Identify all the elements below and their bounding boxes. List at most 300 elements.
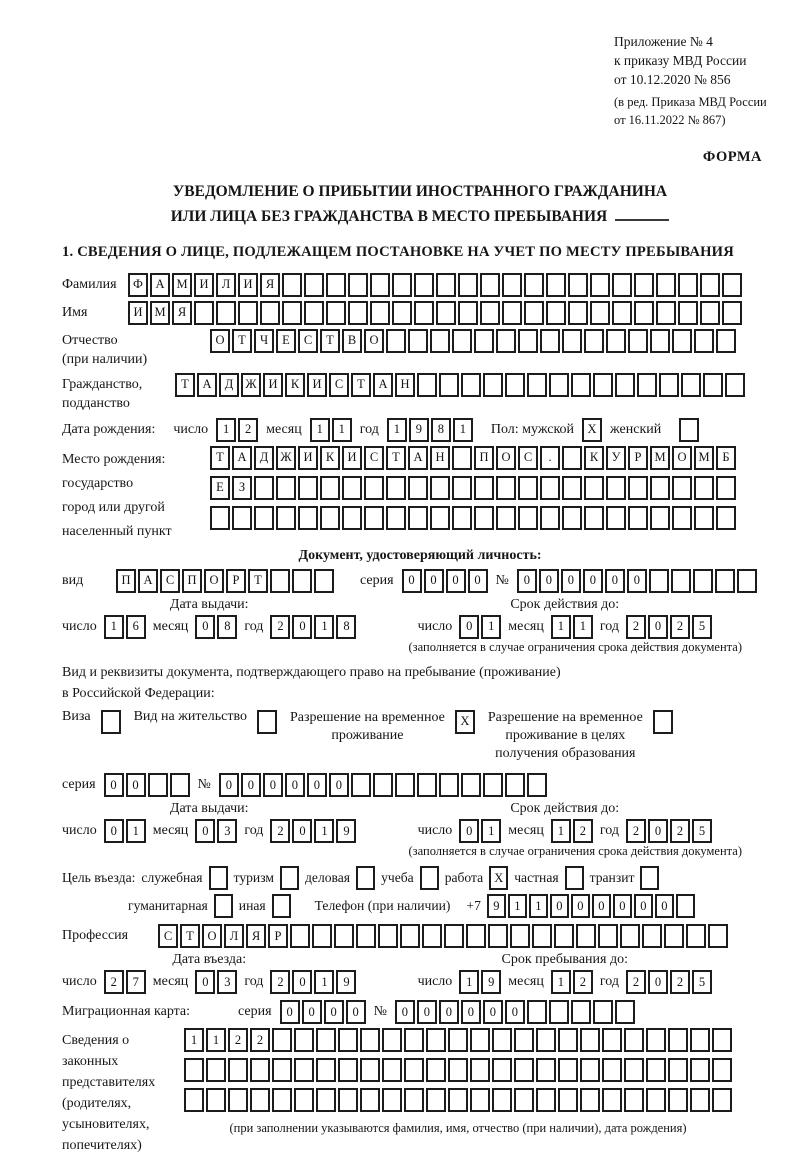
form-cell[interactable]: 1 (314, 615, 334, 639)
form-cell[interactable] (250, 1058, 270, 1082)
form-cell[interactable]: Е (276, 329, 296, 353)
form-cell[interactable]: 0 (561, 569, 581, 593)
form-cell[interactable] (659, 373, 679, 397)
form-cell[interactable]: 1 (206, 1028, 226, 1052)
form-cell[interactable] (524, 301, 544, 325)
form-cell[interactable]: 7 (126, 970, 146, 994)
form-cell[interactable] (408, 506, 428, 530)
form-cell[interactable] (342, 476, 362, 500)
form-cell[interactable]: О (672, 446, 692, 470)
form-cell[interactable]: 2 (626, 819, 646, 843)
form-cell[interactable] (314, 569, 334, 593)
form-cell[interactable] (448, 1088, 468, 1112)
form-cell[interactable] (206, 1058, 226, 1082)
form-cell[interactable] (510, 924, 530, 948)
form-cell[interactable]: 1 (216, 418, 236, 442)
form-cell[interactable] (483, 773, 503, 797)
form-cell[interactable]: 2 (626, 615, 646, 639)
form-cell[interactable] (634, 273, 654, 297)
form-cell[interactable] (722, 301, 742, 325)
form-cell[interactable] (184, 1088, 204, 1112)
form-cell[interactable] (338, 1088, 358, 1112)
form-cell[interactable] (686, 924, 706, 948)
form-cell[interactable] (612, 301, 632, 325)
form-cell[interactable]: М (694, 446, 714, 470)
form-cell[interactable] (700, 273, 720, 297)
form-cell[interactable] (216, 301, 236, 325)
form-cell[interactable]: 5 (692, 819, 712, 843)
form-cell[interactable]: 0 (104, 819, 124, 843)
form-cell[interactable]: Л (224, 924, 244, 948)
form-cell[interactable]: 1 (573, 615, 593, 639)
form-cell[interactable] (480, 273, 500, 297)
form-cell[interactable] (378, 924, 398, 948)
form-cell[interactable] (540, 329, 560, 353)
form-cell[interactable] (326, 301, 346, 325)
form-cell[interactable] (257, 710, 277, 734)
form-cell[interactable]: 0 (583, 569, 603, 593)
form-cell[interactable] (646, 1088, 666, 1112)
form-cell[interactable]: О (496, 446, 516, 470)
form-cell[interactable] (527, 373, 547, 397)
form-cell[interactable]: 0 (550, 894, 569, 918)
form-cell[interactable] (615, 1000, 635, 1024)
form-cell[interactable] (650, 329, 670, 353)
form-cell[interactable] (646, 1028, 666, 1052)
form-cell[interactable] (690, 1088, 710, 1112)
form-cell[interactable]: 6 (126, 615, 146, 639)
form-cell[interactable]: 0 (505, 1000, 525, 1024)
form-cell[interactable] (290, 924, 310, 948)
form-cell[interactable] (194, 301, 214, 325)
form-cell[interactable] (562, 506, 582, 530)
form-cell[interactable]: А (373, 373, 393, 397)
form-cell[interactable] (214, 894, 233, 918)
form-cell[interactable] (672, 476, 692, 500)
form-cell[interactable] (554, 924, 574, 948)
form-cell[interactable]: И (194, 273, 214, 297)
form-cell[interactable] (316, 1058, 336, 1082)
form-cell[interactable]: 1 (481, 819, 501, 843)
form-cell[interactable] (417, 373, 437, 397)
form-cell[interactable] (316, 1088, 336, 1112)
form-cell[interactable]: 2 (670, 615, 690, 639)
form-cell[interactable]: 0 (307, 773, 327, 797)
form-cell[interactable] (540, 476, 560, 500)
form-cell[interactable] (426, 1028, 446, 1052)
form-cell[interactable] (260, 301, 280, 325)
form-cell[interactable]: Я (260, 273, 280, 297)
form-cell[interactable] (606, 506, 626, 530)
form-cell[interactable]: 0 (324, 1000, 344, 1024)
form-cell[interactable] (514, 1058, 534, 1082)
form-cell[interactable] (571, 373, 591, 397)
form-cell[interactable]: А (150, 273, 170, 297)
form-cell[interactable] (360, 1088, 380, 1112)
form-cell[interactable] (408, 329, 428, 353)
form-cell[interactable] (294, 1088, 314, 1112)
form-cell[interactable] (430, 506, 450, 530)
form-cell[interactable] (101, 710, 121, 734)
form-cell[interactable]: 0 (468, 569, 488, 593)
form-cell[interactable] (312, 924, 332, 948)
form-cell[interactable]: 0 (292, 819, 312, 843)
form-cell[interactable]: 0 (263, 773, 283, 797)
form-cell[interactable]: 0 (195, 615, 215, 639)
form-cell[interactable] (282, 301, 302, 325)
form-cell[interactable] (470, 1028, 490, 1052)
form-cell[interactable] (386, 329, 406, 353)
form-cell[interactable] (598, 924, 618, 948)
form-cell[interactable] (480, 301, 500, 325)
form-cell[interactable] (452, 329, 472, 353)
form-cell[interactable] (422, 924, 442, 948)
form-cell[interactable] (298, 506, 318, 530)
form-cell[interactable]: К (584, 446, 604, 470)
form-cell[interactable] (294, 1028, 314, 1052)
form-cell[interactable]: 0 (613, 894, 632, 918)
form-cell[interactable] (671, 569, 691, 593)
form-cell[interactable] (712, 1028, 732, 1052)
form-cell[interactable] (250, 1088, 270, 1112)
form-cell[interactable]: 0 (605, 569, 625, 593)
form-cell[interactable] (461, 773, 481, 797)
form-cell[interactable]: Р (226, 569, 246, 593)
form-cell[interactable]: 9 (487, 894, 506, 918)
form-cell[interactable]: 0 (539, 569, 559, 593)
form-cell[interactable] (382, 1028, 402, 1052)
form-cell[interactable] (568, 301, 588, 325)
form-cell[interactable] (470, 1088, 490, 1112)
form-cell[interactable]: 2 (573, 819, 593, 843)
form-cell[interactable] (426, 1058, 446, 1082)
form-cell[interactable] (558, 1028, 578, 1052)
form-cell[interactable]: 1 (126, 819, 146, 843)
form-cell[interactable] (373, 773, 393, 797)
form-cell[interactable]: Д (254, 446, 274, 470)
form-cell[interactable] (404, 1088, 424, 1112)
form-cell[interactable]: 0 (329, 773, 349, 797)
form-cell[interactable] (338, 1058, 358, 1082)
form-cell[interactable]: Р (628, 446, 648, 470)
form-cell[interactable]: 1 (551, 970, 571, 994)
form-cell[interactable] (420, 866, 439, 890)
form-cell[interactable] (282, 273, 302, 297)
form-cell[interactable]: Ф (128, 273, 148, 297)
form-cell[interactable]: 1 (314, 819, 334, 843)
form-cell[interactable] (505, 773, 525, 797)
form-cell[interactable] (694, 476, 714, 500)
form-cell[interactable]: Т (232, 329, 252, 353)
form-cell[interactable]: А (232, 446, 252, 470)
form-cell[interactable] (527, 1000, 547, 1024)
form-cell[interactable] (708, 924, 728, 948)
form-cell[interactable] (656, 301, 676, 325)
form-cell[interactable] (593, 373, 613, 397)
form-cell[interactable] (590, 273, 610, 297)
form-cell[interactable]: . (540, 446, 560, 470)
form-cell[interactable]: Ж (241, 373, 261, 397)
form-cell[interactable] (254, 506, 274, 530)
form-cell[interactable] (466, 924, 486, 948)
form-cell[interactable] (602, 1028, 622, 1052)
form-cell[interactable] (678, 273, 698, 297)
form-cell[interactable] (640, 866, 659, 890)
form-cell[interactable] (294, 1058, 314, 1082)
form-cell[interactable]: Т (180, 924, 200, 948)
form-cell[interactable]: С (329, 373, 349, 397)
form-cell[interactable] (170, 773, 190, 797)
form-cell[interactable] (292, 569, 312, 593)
form-cell[interactable]: 0 (592, 894, 611, 918)
form-cell[interactable]: 9 (336, 819, 356, 843)
form-cell[interactable] (650, 506, 670, 530)
form-cell[interactable]: 8 (431, 418, 451, 442)
form-cell[interactable] (518, 476, 538, 500)
form-cell[interactable]: М (150, 301, 170, 325)
form-cell[interactable]: 3 (217, 970, 237, 994)
form-cell[interactable] (392, 301, 412, 325)
form-cell[interactable] (448, 1028, 468, 1052)
form-cell[interactable] (414, 273, 434, 297)
form-cell[interactable] (624, 1028, 644, 1052)
form-cell[interactable] (546, 301, 566, 325)
form-cell[interactable]: 1 (314, 970, 334, 994)
form-cell[interactable]: 0 (459, 819, 479, 843)
form-cell[interactable] (206, 1088, 226, 1112)
form-cell[interactable] (370, 273, 390, 297)
form-cell[interactable] (184, 1058, 204, 1082)
form-cell[interactable] (584, 476, 604, 500)
form-cell[interactable]: 1 (184, 1028, 204, 1052)
form-cell[interactable]: 1 (310, 418, 330, 442)
form-cell[interactable] (496, 506, 516, 530)
form-cell[interactable] (576, 924, 596, 948)
form-cell[interactable] (606, 329, 626, 353)
form-cell[interactable] (342, 506, 362, 530)
form-cell[interactable] (496, 476, 516, 500)
form-cell[interactable]: 1 (508, 894, 527, 918)
form-cell[interactable] (270, 569, 290, 593)
form-cell[interactable] (228, 1088, 248, 1112)
form-cell[interactable]: 8 (217, 615, 237, 639)
form-cell[interactable]: 0 (292, 970, 312, 994)
form-cell[interactable] (298, 476, 318, 500)
form-cell[interactable] (712, 1058, 732, 1082)
form-cell[interactable] (392, 273, 412, 297)
form-cell[interactable] (558, 1058, 578, 1082)
form-cell[interactable] (474, 329, 494, 353)
form-cell[interactable] (444, 924, 464, 948)
form-cell[interactable] (436, 273, 456, 297)
form-cell[interactable] (615, 373, 635, 397)
form-cell[interactable] (356, 866, 375, 890)
form-cell[interactable]: 0 (395, 1000, 415, 1024)
form-cell[interactable] (562, 329, 582, 353)
form-cell[interactable] (549, 373, 569, 397)
form-cell[interactable]: X (489, 866, 508, 890)
form-cell[interactable] (715, 569, 735, 593)
form-cell[interactable] (395, 773, 415, 797)
form-cell[interactable] (716, 329, 736, 353)
form-cell[interactable]: 1 (104, 615, 124, 639)
form-cell[interactable]: 0 (104, 773, 124, 797)
form-cell[interactable]: Н (395, 373, 415, 397)
form-cell[interactable] (436, 301, 456, 325)
form-cell[interactable]: С (160, 569, 180, 593)
form-cell[interactable] (272, 1088, 292, 1112)
form-cell[interactable] (725, 373, 745, 397)
form-cell[interactable]: 1 (332, 418, 352, 442)
form-cell[interactable]: 0 (648, 819, 668, 843)
form-cell[interactable] (593, 1000, 613, 1024)
form-cell[interactable] (518, 506, 538, 530)
form-cell[interactable]: С (298, 329, 318, 353)
form-cell[interactable]: П (474, 446, 494, 470)
form-cell[interactable] (737, 569, 757, 593)
form-cell[interactable]: Е (210, 476, 230, 500)
form-cell[interactable] (492, 1058, 512, 1082)
form-cell[interactable] (668, 1058, 688, 1082)
form-cell[interactable]: 0 (648, 615, 668, 639)
form-cell[interactable]: X (582, 418, 602, 442)
form-cell[interactable]: 2 (670, 970, 690, 994)
form-cell[interactable] (448, 1058, 468, 1082)
form-cell[interactable]: 1 (387, 418, 407, 442)
form-cell[interactable]: 2 (270, 615, 290, 639)
form-cell[interactable]: 0 (461, 1000, 481, 1024)
form-cell[interactable] (712, 1088, 732, 1112)
form-cell[interactable]: А (408, 446, 428, 470)
form-cell[interactable]: 5 (692, 970, 712, 994)
form-cell[interactable] (148, 773, 168, 797)
form-cell[interactable]: X (455, 710, 475, 734)
form-cell[interactable]: Ж (276, 446, 296, 470)
form-cell[interactable] (404, 1028, 424, 1052)
form-cell[interactable]: К (285, 373, 305, 397)
form-cell[interactable] (483, 373, 503, 397)
form-cell[interactable] (584, 506, 604, 530)
form-cell[interactable] (602, 1088, 622, 1112)
form-cell[interactable] (514, 1088, 534, 1112)
form-cell[interactable] (364, 506, 384, 530)
form-cell[interactable]: 1 (481, 615, 501, 639)
form-cell[interactable] (656, 273, 676, 297)
form-cell[interactable]: 0 (285, 773, 305, 797)
form-cell[interactable] (672, 506, 692, 530)
form-cell[interactable]: З (232, 476, 252, 500)
form-cell[interactable] (628, 506, 648, 530)
form-cell[interactable] (458, 273, 478, 297)
form-cell[interactable] (470, 1058, 490, 1082)
form-cell[interactable]: О (204, 569, 224, 593)
form-cell[interactable]: Л (216, 273, 236, 297)
form-cell[interactable] (304, 301, 324, 325)
form-cell[interactable] (562, 446, 582, 470)
form-cell[interactable]: И (298, 446, 318, 470)
form-cell[interactable] (238, 301, 258, 325)
form-cell[interactable] (232, 506, 252, 530)
form-cell[interactable] (505, 373, 525, 397)
form-cell[interactable]: Т (386, 446, 406, 470)
form-cell[interactable]: А (197, 373, 217, 397)
form-cell[interactable]: И (128, 301, 148, 325)
form-cell[interactable]: 0 (219, 773, 239, 797)
form-cell[interactable] (316, 1028, 336, 1052)
form-cell[interactable] (672, 329, 692, 353)
form-cell[interactable]: 0 (517, 569, 537, 593)
form-cell[interactable] (400, 924, 420, 948)
form-cell[interactable] (606, 476, 626, 500)
form-cell[interactable]: 8 (336, 615, 356, 639)
form-cell[interactable] (382, 1058, 402, 1082)
form-cell[interactable] (518, 329, 538, 353)
form-cell[interactable]: 1 (459, 970, 479, 994)
form-cell[interactable] (488, 924, 508, 948)
form-cell[interactable]: А (138, 569, 158, 593)
form-cell[interactable]: О (210, 329, 230, 353)
form-cell[interactable] (254, 476, 274, 500)
form-cell[interactable]: 0 (292, 615, 312, 639)
form-cell[interactable]: 0 (346, 1000, 366, 1024)
form-cell[interactable] (668, 1088, 688, 1112)
form-cell[interactable]: 0 (280, 1000, 300, 1024)
form-cell[interactable]: 2 (270, 819, 290, 843)
form-cell[interactable] (628, 476, 648, 500)
form-cell[interactable] (664, 924, 684, 948)
form-cell[interactable] (280, 866, 299, 890)
form-cell[interactable]: 0 (402, 569, 422, 593)
form-cell[interactable]: 2 (104, 970, 124, 994)
form-cell[interactable] (693, 569, 713, 593)
form-cell[interactable] (430, 476, 450, 500)
form-cell[interactable] (276, 476, 296, 500)
form-cell[interactable] (690, 1058, 710, 1082)
form-cell[interactable]: М (650, 446, 670, 470)
form-cell[interactable] (642, 924, 662, 948)
form-cell[interactable] (474, 506, 494, 530)
form-cell[interactable]: 1 (453, 418, 473, 442)
form-cell[interactable]: И (263, 373, 283, 397)
form-cell[interactable]: О (364, 329, 384, 353)
form-cell[interactable] (690, 1028, 710, 1052)
form-cell[interactable] (558, 1088, 578, 1112)
form-cell[interactable]: Т (210, 446, 230, 470)
form-cell[interactable]: 3 (217, 819, 237, 843)
form-cell[interactable] (716, 476, 736, 500)
form-cell[interactable] (532, 924, 552, 948)
form-cell[interactable] (461, 373, 481, 397)
form-cell[interactable]: 0 (439, 1000, 459, 1024)
form-cell[interactable] (590, 301, 610, 325)
form-cell[interactable] (524, 273, 544, 297)
form-cell[interactable] (209, 866, 228, 890)
form-cell[interactable] (502, 301, 522, 325)
form-cell[interactable] (320, 476, 340, 500)
form-cell[interactable]: 0 (655, 894, 674, 918)
form-cell[interactable]: 9 (409, 418, 429, 442)
form-cell[interactable]: О (202, 924, 222, 948)
form-cell[interactable] (568, 273, 588, 297)
form-cell[interactable]: 2 (573, 970, 593, 994)
form-cell[interactable]: 1 (529, 894, 548, 918)
form-cell[interactable]: 0 (459, 615, 479, 639)
form-cell[interactable] (679, 418, 699, 442)
form-cell[interactable]: Ч (254, 329, 274, 353)
form-cell[interactable]: Д (219, 373, 239, 397)
form-cell[interactable]: Я (172, 301, 192, 325)
form-cell[interactable] (386, 506, 406, 530)
